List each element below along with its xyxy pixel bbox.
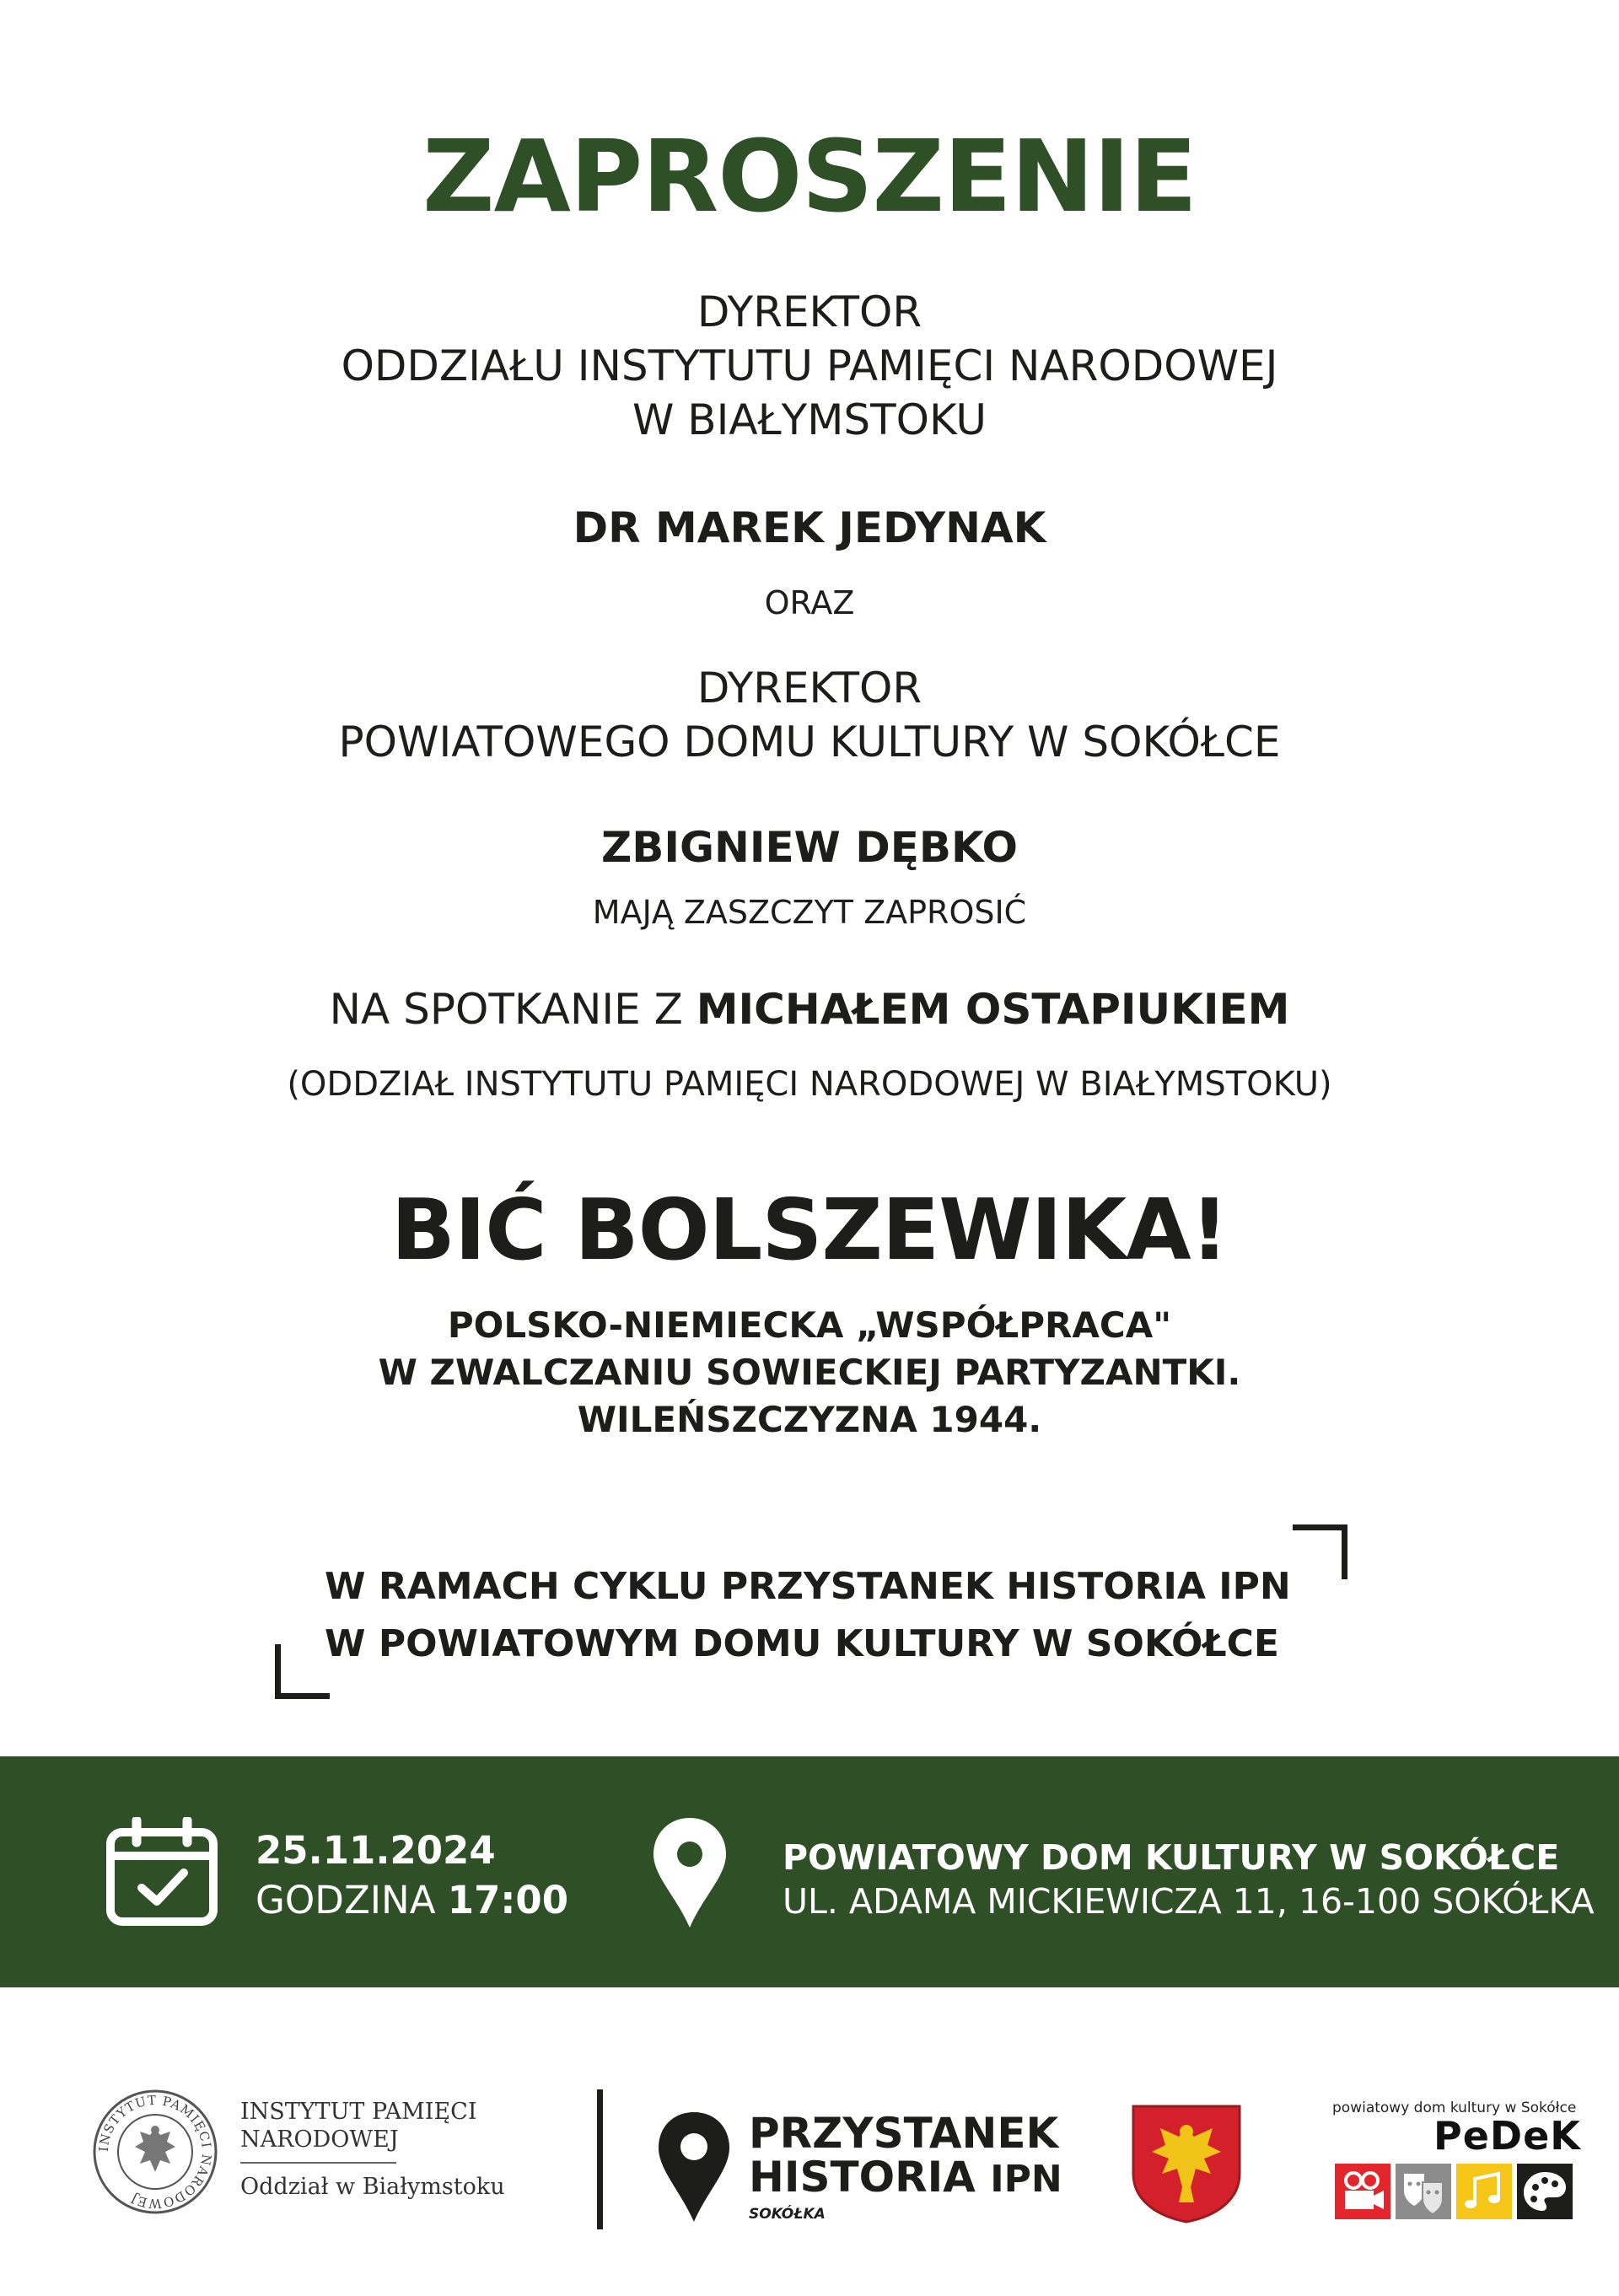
ipn-line1: INSTYTUT PAMIĘCI [240,2099,477,2125]
host2-role-line: POWIATOWEGO DOMU KULTURY W SOKÓŁCE [338,718,1281,766]
subtitle-line: WILEŃSZCZYZNA 1944. [577,1399,1042,1440]
przystanek-line2b: IPN [990,2158,1062,2201]
lecture-title: BIĆ BOLSZEWIKA! [390,1180,1229,1279]
host1-role-line: DYREKTOR [697,288,922,336]
przystanek-line3: SOKÓŁKA [749,2206,826,2223]
przystanek-line2a: HISTORIA [749,2153,976,2202]
event-address: UL. ADAMA MICKIEWICZA 11, 16-100 SOKÓŁKA [783,1881,1595,1922]
pedek-name: PeDeK [1433,2113,1581,2159]
calendar-icon [106,1817,218,1927]
event-date: 25.11.2024 [255,1828,496,1873]
location-pin-icon [651,1815,729,1930]
theatre-masks-icon [1396,2164,1451,2219]
ipn-line2: NARODOWEJ [240,2127,399,2153]
cycle-line: W POWIATOWYM DOMU KULTURY W SOKÓŁCE [325,1622,1279,1665]
time-value: 17:00 [447,1878,569,1922]
film-camera-icon [1335,2164,1390,2219]
host2-role [0,661,1619,769]
ipn-logo-text [240,2098,505,2200]
corner-bracket-top-right [1293,1524,1347,1579]
event-venue: POWIATOWY DOM KULTURY W SOKÓŁCE [783,1837,1560,1878]
ipn-rule [240,2162,396,2164]
pedek-tagline: powiatowy dom kultury w Sokółce [1332,2100,1577,2116]
cycle-info [325,1558,1291,1673]
art-palette-icon [1517,2164,1573,2219]
event-info-band [0,1756,1619,1987]
subtitle-line: POLSKO-NIEMIECKA „WSPÓŁPRACA" [447,1304,1172,1346]
conjunction: ORAZ [764,584,855,621]
host1-role [0,285,1619,447]
przystanek-logo-text [749,2109,1062,2223]
host1-role-line: W BIAŁYMSTOKU [632,395,987,444]
page-title: ZAPROSZENIE [422,118,1197,234]
host1-name: DR MAREK JEDYNAK [573,503,1046,552]
seal-text: INSTYTUT PAMIĘCI NARODOWEJ [95,2092,215,2212]
przystanek-line1: PRZYSTANEK [749,2109,1059,2158]
przystanek-pin-icon [656,2110,732,2224]
corner-bracket-bottom-left [275,1644,330,1699]
lecture-subtitle [0,1302,1619,1444]
time-label: GODZINA [255,1878,448,1922]
przystanek-line2 [749,2154,1062,2202]
invite-phrase: MAJĄ ZASZCZYT ZAPROSIĆ [592,894,1027,931]
meeting-line [0,982,1619,1036]
host1-role-line: ODDZIAŁU INSTYTUTU PAMIĘCI NARODOWEJ [341,341,1278,390]
footer-divider [597,2089,603,2229]
subtitle-line: W ZWALCZANIU SOWIECKIEJ PARTYZANTKI. [378,1352,1241,1393]
meeting-prefix: NA SPOTKANIE Z [329,985,697,1034]
ipn-line3: Oddział w Białymstoku [240,2174,505,2200]
ipn-seal-icon [91,2088,219,2216]
host2-name: ZBIGNIEW DĘBKO [601,823,1018,872]
event-time [255,1878,568,1922]
speaker-name: MICHAŁEM OSTAPIUKIEM [696,985,1290,1034]
speaker-affiliation: (ODDZIAŁ INSTYTUTU PAMIĘCI NARODOWEJ W BIAŁYMSTOKU) [287,1065,1332,1104]
sokolka-crest-icon [1130,2103,1243,2224]
cycle-line: W RAMACH CYKLU PRZYSTANEK HISTORIA IPN [325,1565,1291,1608]
music-notes-icon [1456,2164,1512,2219]
host2-role-line: DYREKTOR [697,664,922,712]
